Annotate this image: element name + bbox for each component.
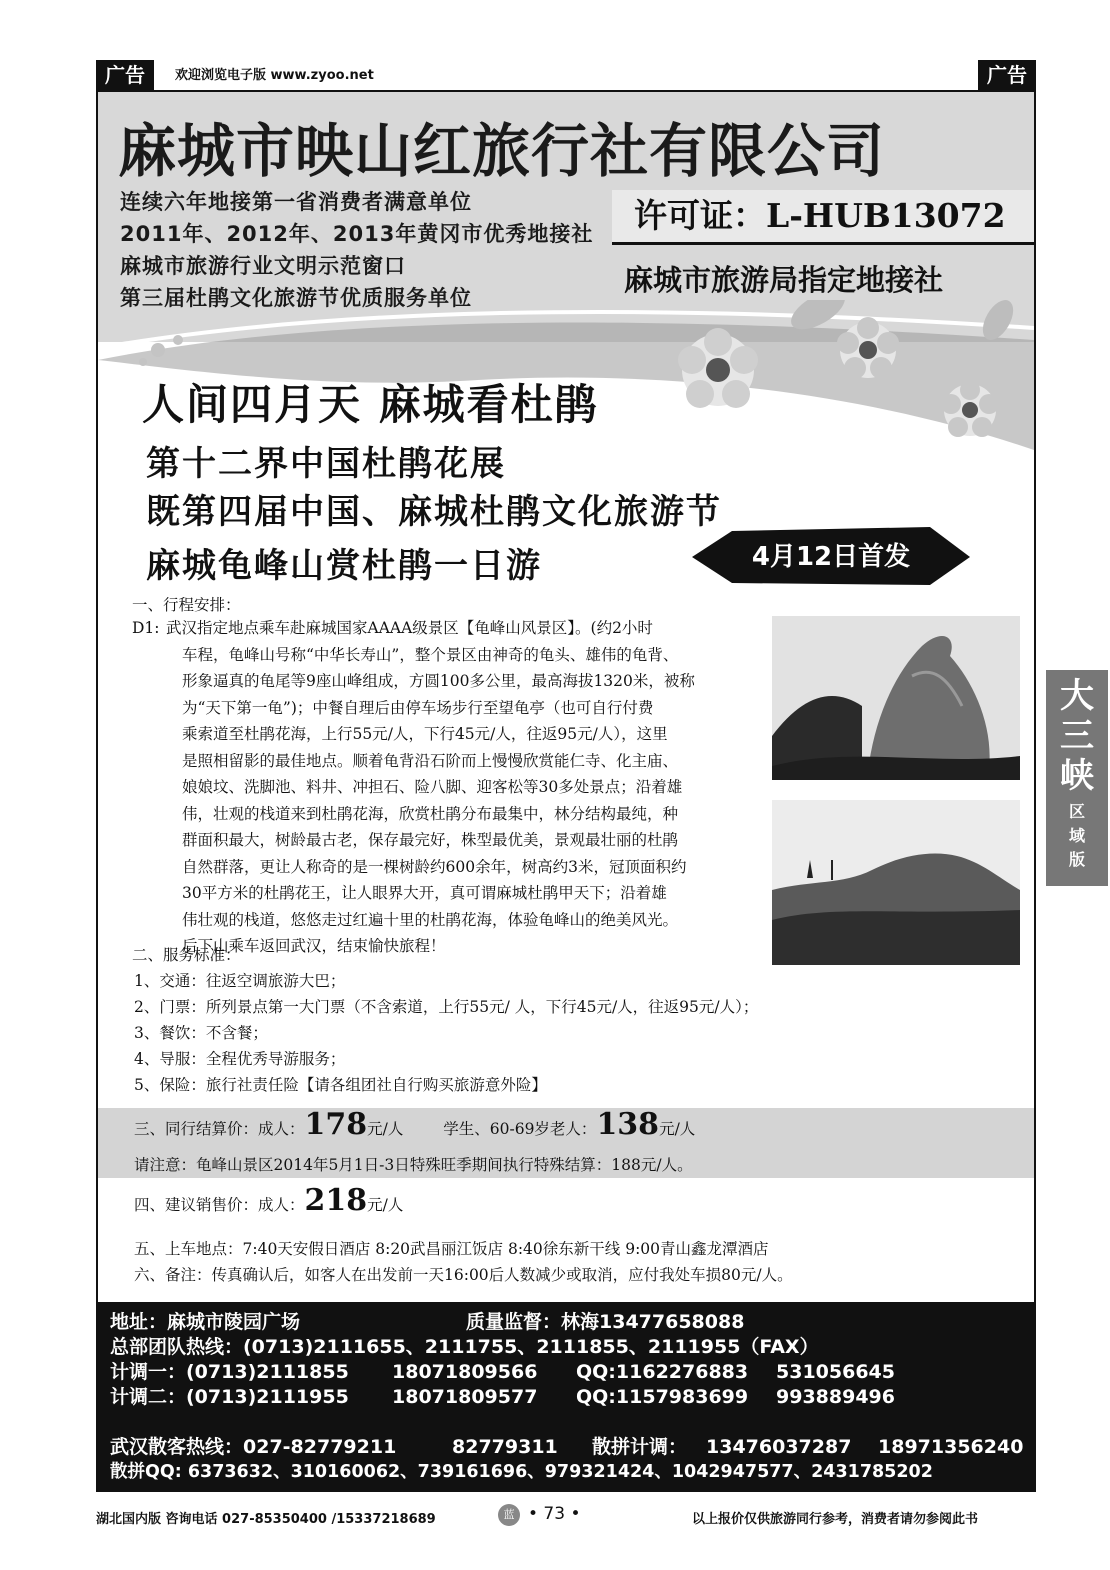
itinerary-line: 群面积最大，树龄最古老，保存最完好，株型最优美，景观最壮丽的杜鹃: [182, 831, 679, 849]
slogan: 人间四月天 麻城看杜鹃: [142, 380, 599, 429]
honor-item: 连续六年地接第一省消费者满意单位: [120, 190, 472, 214]
side-tab-char: 区: [1068, 802, 1085, 821]
student-price: 138: [596, 1107, 660, 1142]
service-heading: 二、服务标准：: [132, 946, 241, 964]
hq-hotline: 总部团队热线：(0713)2111655、2111755、2111855、2111955（FAX）: [110, 1336, 819, 1358]
supervision: 质量监督：林海13477658088: [466, 1311, 745, 1333]
page-frame: [96, 90, 1036, 1492]
honor-item: 第三届杜鹃文化旅游节优质服务单位: [120, 286, 472, 310]
retail-price-label: 四、建议销售价：成人：: [134, 1196, 305, 1214]
welcome-text: 欢迎浏览电子版 www.zyoo.net: [175, 68, 374, 83]
peer-price-label: 三、同行结算价：成人：: [134, 1120, 305, 1138]
service-item: 1、交通：往返空调旅游大巴；: [134, 972, 346, 990]
itinerary-line: 为“天下第一龟”)；中餐自理后由停车场步行至望龟亭（也可自行付费: [182, 698, 654, 717]
itinerary-line: 后下山乘车返回武汉，结束愉快旅程！: [182, 937, 446, 955]
honor-item: 麻城市旅游行业文明示范窗口: [120, 254, 406, 278]
itinerary-line: 武汉指定地点乘车赴麻城国家AAAA级景区【龟峰山风景区】。(约2小时: [166, 619, 653, 637]
service-item: 5、保险：旅行社责任险【请各组团社自行购买旅游意外险】: [134, 1076, 547, 1094]
itinerary-line: 是照相留影的最佳地点。顺着龟背沿石阶而上慢慢欣赏能仁寺、化主庙、: [182, 751, 679, 770]
service-item: 3、餐饮：不含餐；: [134, 1024, 268, 1042]
itinerary-line: 形象逼真的龟尾等9座山峰组成，方圆100多公里，最高海拔1320米，被称: [182, 672, 695, 690]
itinerary-line: 30平方米的杜鹃花王，让人眼界大开，真可谓麻城杜鹃甲天下；沿着雄: [182, 884, 667, 902]
dispatch-2-qq: QQ:1157983699: [576, 1386, 749, 1408]
itinerary-line: 乘索道至杜鹃花海，上行55元/人，下行45元/人，往返95元/人），这里: [182, 725, 668, 743]
company-name: 麻城市映山红旅行社有限公司: [118, 117, 886, 185]
wuhan-hotline: 武汉散客热线：027-82779211: [110, 1436, 397, 1458]
itinerary-heading: 一、行程安排：: [132, 596, 241, 614]
remarks: 六、备注：传真确认后，如客人在出发前一天16:00后人数减少或取消，应付我处车损80元/人。: [134, 1266, 793, 1284]
itinerary-line: 车程，龟峰山号称“中华长寿山”，整个景区由神奇的龟头、雄伟的龟背、: [182, 645, 679, 664]
dispatch-2-qq2: 993889496: [776, 1386, 895, 1408]
footer-badge: 蓝: [498, 1504, 520, 1526]
itinerary-line: 自然群落，更让人称奇的是一棵树龄约600余年，树高约3米，冠顶面积约: [182, 857, 687, 876]
license-number: 许可证：L-HUB13072: [634, 196, 1006, 235]
dispatch-1-qq: QQ:1162276883: [576, 1361, 749, 1383]
pinpin-mobile-1: 13476037287: [706, 1436, 852, 1458]
pinpin-qq: 散拼QQ: 6373632、310160062、739161696、979321424、1042947577、2431785202: [110, 1460, 933, 1485]
ad-label-right: 广告: [978, 60, 1036, 90]
side-tab-title: 大三峡: [1060, 676, 1094, 796]
adult-price: 178: [304, 1107, 368, 1142]
dispatch-1-qq2: 531056645: [776, 1361, 895, 1383]
itinerary-line: 伟壮观的栈道，悠悠走过红遍十里的杜鹃花海，体验龟峰山的绝美风光。: [182, 910, 679, 929]
footer-left: 湖北国内版 咨询电话 027-85350400 /15337218689: [96, 1512, 436, 1527]
itinerary-line: 伟，壮观的栈道来到杜鹃花海，欣赏杜鹃分布最集中，林分结构最纯，种: [182, 804, 679, 823]
wuhan-hotline-2: 82779311: [452, 1436, 558, 1458]
honor-item: 2011年、2012年、2013年黄冈市优秀地接社: [120, 222, 594, 246]
retail-price: 218: [304, 1183, 368, 1218]
promo-line-2: 既第四届中国、麻城杜鹃文化旅游节: [146, 492, 722, 532]
price-unit: 元/人: [367, 1196, 404, 1214]
dispatch-1-phone: 计调一：(0713)2111855: [110, 1361, 349, 1383]
dispatch-2-phone: 计调二：(0713)2111955: [110, 1386, 349, 1408]
itinerary-line: 娘娘坟、洗脚池、料井、冲担石、险八脚、迎客松等30多处景点；沿着雄: [182, 778, 683, 796]
region-side-tab: [1046, 670, 1108, 886]
day-label: D1:: [132, 619, 160, 637]
address: 地址：麻城市陵园广场: [110, 1311, 301, 1333]
designation: 麻城市旅游局指定地接社: [624, 263, 944, 297]
pinpin-label: 散拼计调：: [592, 1436, 688, 1458]
boarding-points: 五、上车地点：7:40天安假日酒店 8:20武昌丽江饭店 8:40徐东新干线 9:00青山鑫龙潭酒店: [134, 1240, 769, 1258]
dispatch-2-mobile: 18071809577: [392, 1386, 538, 1408]
footer-right: 以上报价仅供旅游同行参考，消费者请勿参阅此书: [692, 1512, 979, 1527]
page-number: • 73 •: [528, 1504, 581, 1524]
ad-label-left: 广告: [96, 60, 154, 90]
service-item: 4、导服：全程优秀导游服务；: [134, 1050, 346, 1068]
pricing-note: 请注意：龟峰山景区2014年5月1日-3日特殊旺季期间执行特殊结算：188元/人。: [134, 1156, 693, 1174]
price-unit: 元/人: [659, 1120, 696, 1138]
pinpin-mobile-2: 18971356240: [878, 1436, 1024, 1458]
side-tab-char: 版: [1068, 850, 1085, 869]
start-badge: 4月12日首发: [751, 542, 911, 572]
promo-line-3: 麻城龟峰山赏杜鹃一日游: [146, 546, 542, 586]
promo-line-1: 第十二界中国杜鹃花展: [146, 444, 506, 484]
side-tab-char: 域: [1068, 826, 1085, 845]
student-price-label: 学生、60-69岁老人：: [443, 1120, 597, 1138]
dispatch-1-mobile: 18071809566: [392, 1361, 538, 1383]
service-item: 2、门票：所列景点第一大门票（不含索道，上行55元/ 人，下行45元/人，往返95元/人）；: [134, 998, 759, 1016]
price-unit: 元/人: [367, 1120, 404, 1138]
